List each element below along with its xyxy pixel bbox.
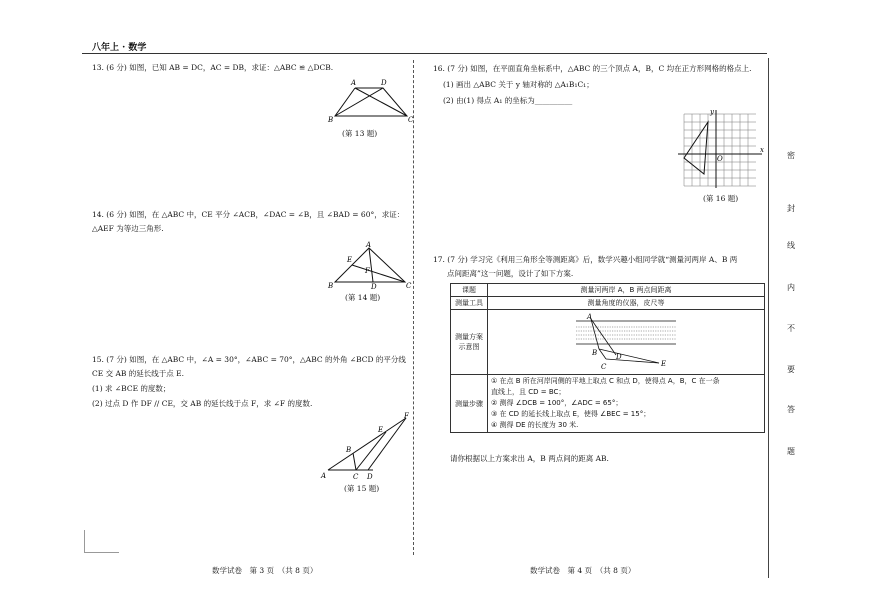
q14-figure — [325, 240, 415, 290]
page-header: 八年上 · 数学 — [92, 43, 147, 53]
left-footer: 数学试卷 第 3 页 （共 8 页） — [212, 566, 318, 575]
river-label-a: A — [587, 313, 593, 321]
q15-label-d: D — [367, 473, 373, 481]
q17-line2: 点间距离”这一问题，设计了如下方案. — [447, 269, 574, 278]
q15-label-a: A — [321, 472, 327, 480]
step-item: ② 测得 ∠DCB = 100°，∠ADC = 65°； — [491, 399, 623, 407]
table-cell — [488, 310, 765, 375]
q16-line2: (1) 画出 △ABC 关于 y 轴对称的 △A₁B₁C₁； — [443, 80, 594, 89]
scheme-label-a: 测量方案 — [455, 333, 483, 341]
q13-label-c: C — [408, 116, 414, 124]
river-diagram — [491, 311, 761, 371]
seal-char: 密 — [787, 151, 795, 160]
q17-line1: 17. (7 分) 学习完《利用三角形全等测距离》后，数学兴趣小组同学就“测量河两岸 A、B 两 — [433, 255, 738, 264]
q16-axis-y: y — [710, 108, 714, 116]
right-footer: 数学试卷 第 4 页 （共 8 页） — [530, 566, 636, 575]
table-cell: 测量角度的仪器，皮尺等 — [488, 297, 765, 310]
step-item: 直线上，且 CD = BC； — [491, 388, 566, 396]
table-row — [451, 375, 765, 433]
q13-label-d: D — [381, 79, 387, 87]
q16-grid-figure — [676, 108, 766, 190]
q16-axis-o: O — [717, 155, 723, 163]
q16-line3: (2) 由(1) 得点 A₁ 的坐标为__________ — [443, 96, 573, 105]
q14-caption: (第 14 题) — [345, 293, 381, 302]
river-label-e: E — [661, 360, 667, 368]
q13-figure — [325, 76, 415, 126]
step-item: ③ 在 CD 的延长线上取点 E，使得 ∠BEC = 15°； — [491, 410, 651, 418]
table-cell — [488, 375, 765, 433]
q16-caption: (第 16 题) — [703, 194, 739, 203]
q13-label-b: B — [328, 116, 334, 124]
q17-ask: 请你根据以上方案求出 A，B 两点间的距离 AB. — [450, 454, 609, 463]
q15-figure — [318, 410, 413, 482]
q13-label-a: A — [351, 79, 357, 87]
seal-line — [768, 58, 769, 578]
table-cell: 测量河两岸 A，B 两点间距离 — [488, 284, 765, 297]
q15-label-b: B — [346, 446, 352, 454]
table-row — [451, 284, 765, 297]
q13-text: 13. (6 分) 如图，已知 AB = DC，AC = DB，求证：△ABC ≌ △DCB. — [92, 63, 334, 72]
q15-line2: CE 交 AB 的延长线于点 E. — [92, 369, 185, 378]
q15-label-c: C — [353, 473, 359, 481]
q15-label-f: F — [404, 412, 409, 420]
q14-label-f: F — [365, 267, 370, 275]
table-cell: 测量步骤 — [451, 375, 488, 433]
q15-line3: (1) 求 ∠BCE 的度数； — [92, 384, 171, 393]
table-row — [451, 297, 765, 310]
q15-line4: (2) 过点 D 作 DF // CE，交 AB 的延长线于点 F，求 ∠F 的度数. — [92, 399, 313, 408]
q14-line2: △AEF 为等边三角形. — [92, 224, 164, 233]
q15-caption: (第 15 题) — [344, 484, 380, 493]
river-label-c: C — [601, 363, 607, 371]
table-row — [451, 310, 765, 375]
q15-label-e: E — [378, 426, 384, 434]
seal-char: 线 — [787, 241, 795, 250]
q15-line1: 15. (7 分) 如图，在 △ABC 中，∠A = 30°，∠ABC = 70°，△ABC 的外角 ∠BCD 的平分线 — [92, 355, 406, 364]
q13-caption: (第 13 题) — [342, 129, 378, 138]
q16-line1: 16. (7 分) 如图，在平面直角坐标系中，△ABC 的三个顶点 A，B，C 均在正方形网格的格点上. — [433, 64, 752, 73]
q17-plan-table — [450, 283, 765, 433]
river-label-d: D — [616, 353, 622, 361]
q14-label-b: B — [328, 282, 334, 290]
scheme-label-b: 示意图 — [458, 343, 480, 351]
column-divider — [413, 60, 414, 555]
table-cell — [451, 310, 488, 375]
seal-char: 答 — [787, 405, 795, 414]
seal-char: 内 — [787, 283, 795, 292]
corner-mark — [84, 530, 119, 553]
table-cell: 课题 — [451, 284, 488, 297]
q14-label-d: D — [371, 283, 377, 290]
q14-label-c: C — [406, 282, 412, 290]
q14-line1: 14. (6 分) 如图，在 △ABC 中，CE 平分 ∠ACB，∠DAC = ∠B，且 ∠BAD = 60°，求证： — [92, 210, 405, 219]
river-label-b: B — [592, 349, 598, 357]
q14-label-e: E — [347, 256, 353, 264]
seal-char: 题 — [787, 447, 795, 456]
step-item: ① 在点 B 所在河岸同侧的平地上取点 C 和点 D，使得点 A，B，C 在一条 — [491, 377, 720, 385]
seal-char: 要 — [787, 365, 795, 374]
q16-axis-x: x — [760, 146, 764, 154]
step-item: ④ 测得 DE 的长度为 30 米. — [491, 421, 579, 429]
seal-char: 不 — [787, 324, 795, 333]
table-cell: 测量工具 — [451, 297, 488, 310]
seal-char: 封 — [787, 204, 795, 213]
header-rule — [82, 53, 767, 54]
q14-label-a: A — [366, 241, 372, 249]
